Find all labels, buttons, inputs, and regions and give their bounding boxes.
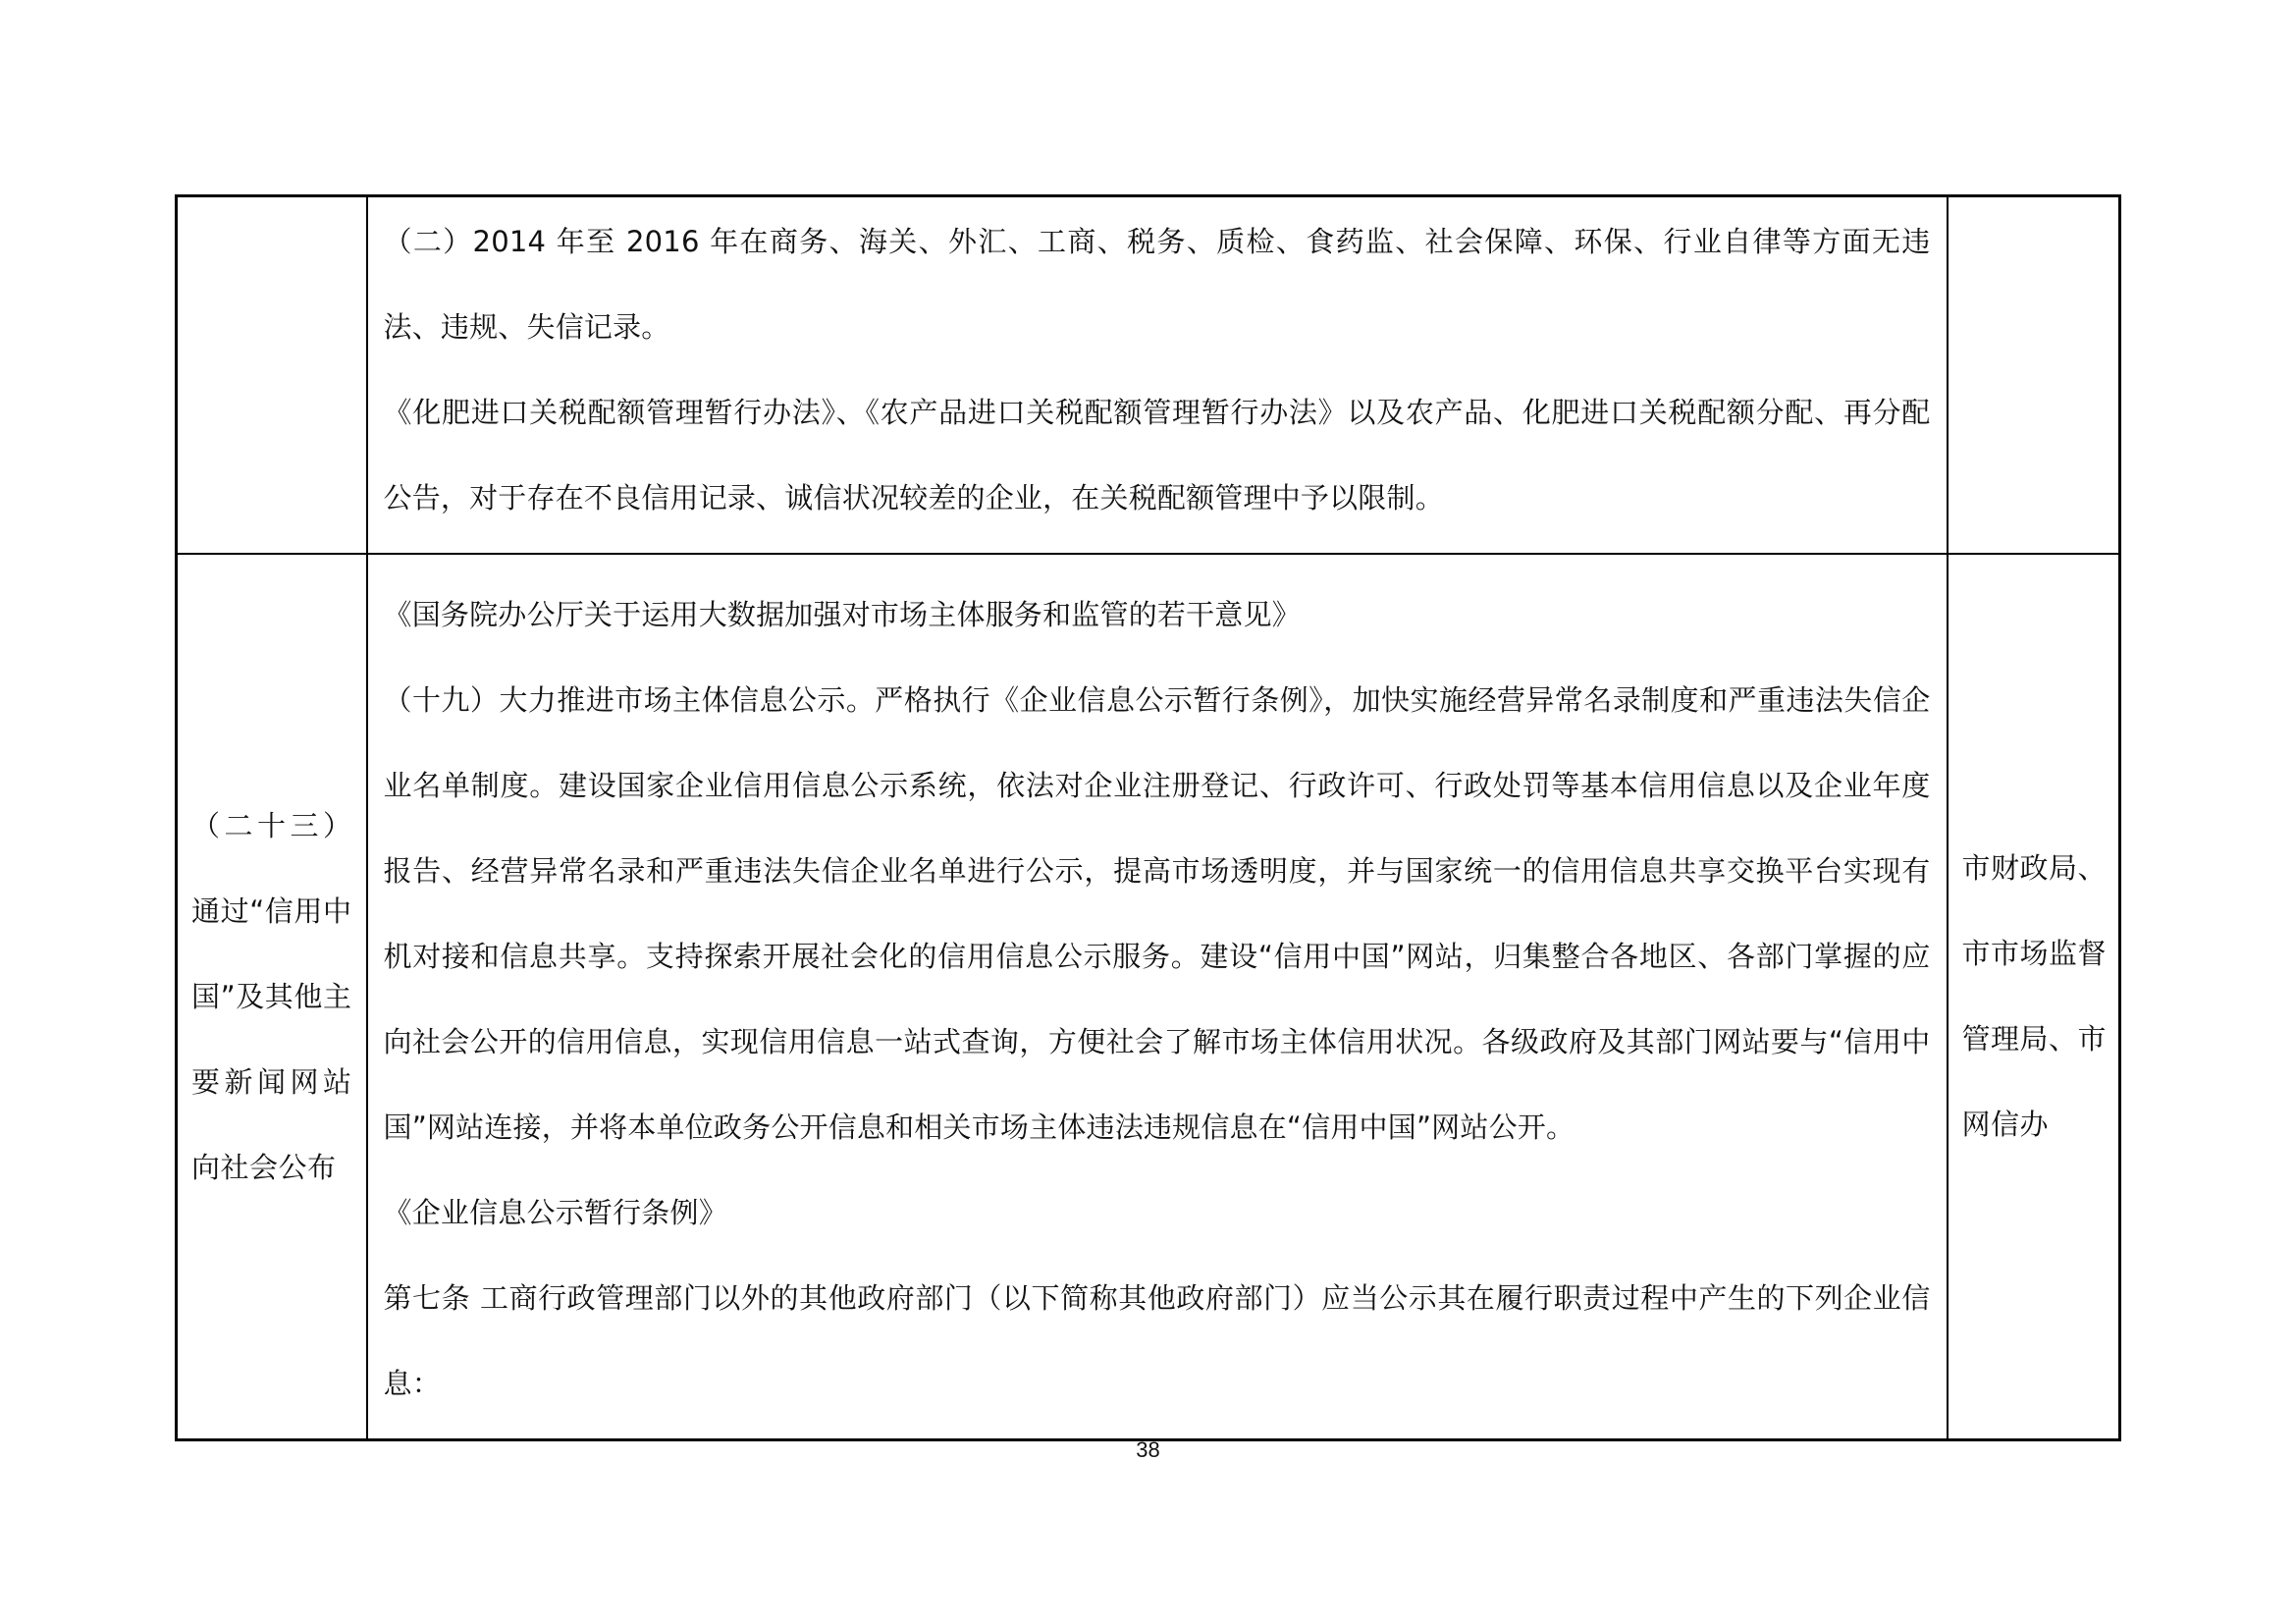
department-cell (1948, 196, 2120, 555)
item-cell (177, 196, 367, 555)
table-row (177, 554, 2120, 1440)
basis-paragraph: 第七条 工商行政管理部门以外的其他政府部门（以下简称其他政府部门）应当公示其在履行职责过程中产生的下列企业信息： (383, 1281, 1931, 1400)
basis-paragraph: （十九）大力推进市场主体信息公示。严格执行《企业信息公示暂行条例》，加快实施经营异常名录制度和严重违法失信企业名单制度。建设国家企业信用信息公示系统，依法对企业注册登记、行政许可、行政处罚等基本信用信息以及企业年度报告、经营异常名录和严重违法失信企业名单进行公示，提高市场透明度，并与国家统一的信用信息共享交换平台实现有机对接和信息共享。支持探索开展社会化的信用信息公示服务。建设“信用中国”网站，归集整合各地区、各部门掌握的应向社会公开的信用信息，实现信用信息一站式查询，方便社会了解市场主体信用状况。各级政府及其部门网站要与“信用中国”网站连接，并将本单位政务公开信息和相关市场主体违法违规信息在“信用中国”网站公开。 (383, 683, 1931, 1144)
item-text: （二十三）通过“信用中国”及其他主要新闻网站向社会公布 (191, 808, 352, 1184)
basis-paragraph: 《企业信息公示暂行条例》 (383, 1196, 727, 1229)
basis-paragraph: 《化肥进口关税配额管理暂行办法》、《农产品进口关税配额管理暂行办法》以及农产品、化肥进口关税配额分配、再分配公告，对于存在不良信用记录、诚信状况较差的企业，在关税配额管理中予以限制。 (383, 396, 1931, 514)
page-number: 38 (1136, 1437, 1160, 1462)
department-text: 市财政局、市市场监督管理局、市网信办 (1961, 851, 2108, 1141)
basis-paragraph: （二）2014 年至 2016 年在商务、海关、外汇、工商、税务、质检、食药监、社会保障、环保、行业自律等方面无违法、违规、失信记录。 (383, 225, 1931, 344)
department-cell (1948, 554, 2120, 1440)
basis-cell (367, 196, 1948, 555)
basis-paragraph: 《国务院办公厅关于运用大数据加强对市场主体服务和监管的若干意见》 (383, 598, 1301, 631)
policy-table (175, 194, 2121, 1441)
basis-cell (367, 554, 1948, 1440)
item-cell (177, 554, 367, 1440)
table-row (177, 196, 2120, 555)
